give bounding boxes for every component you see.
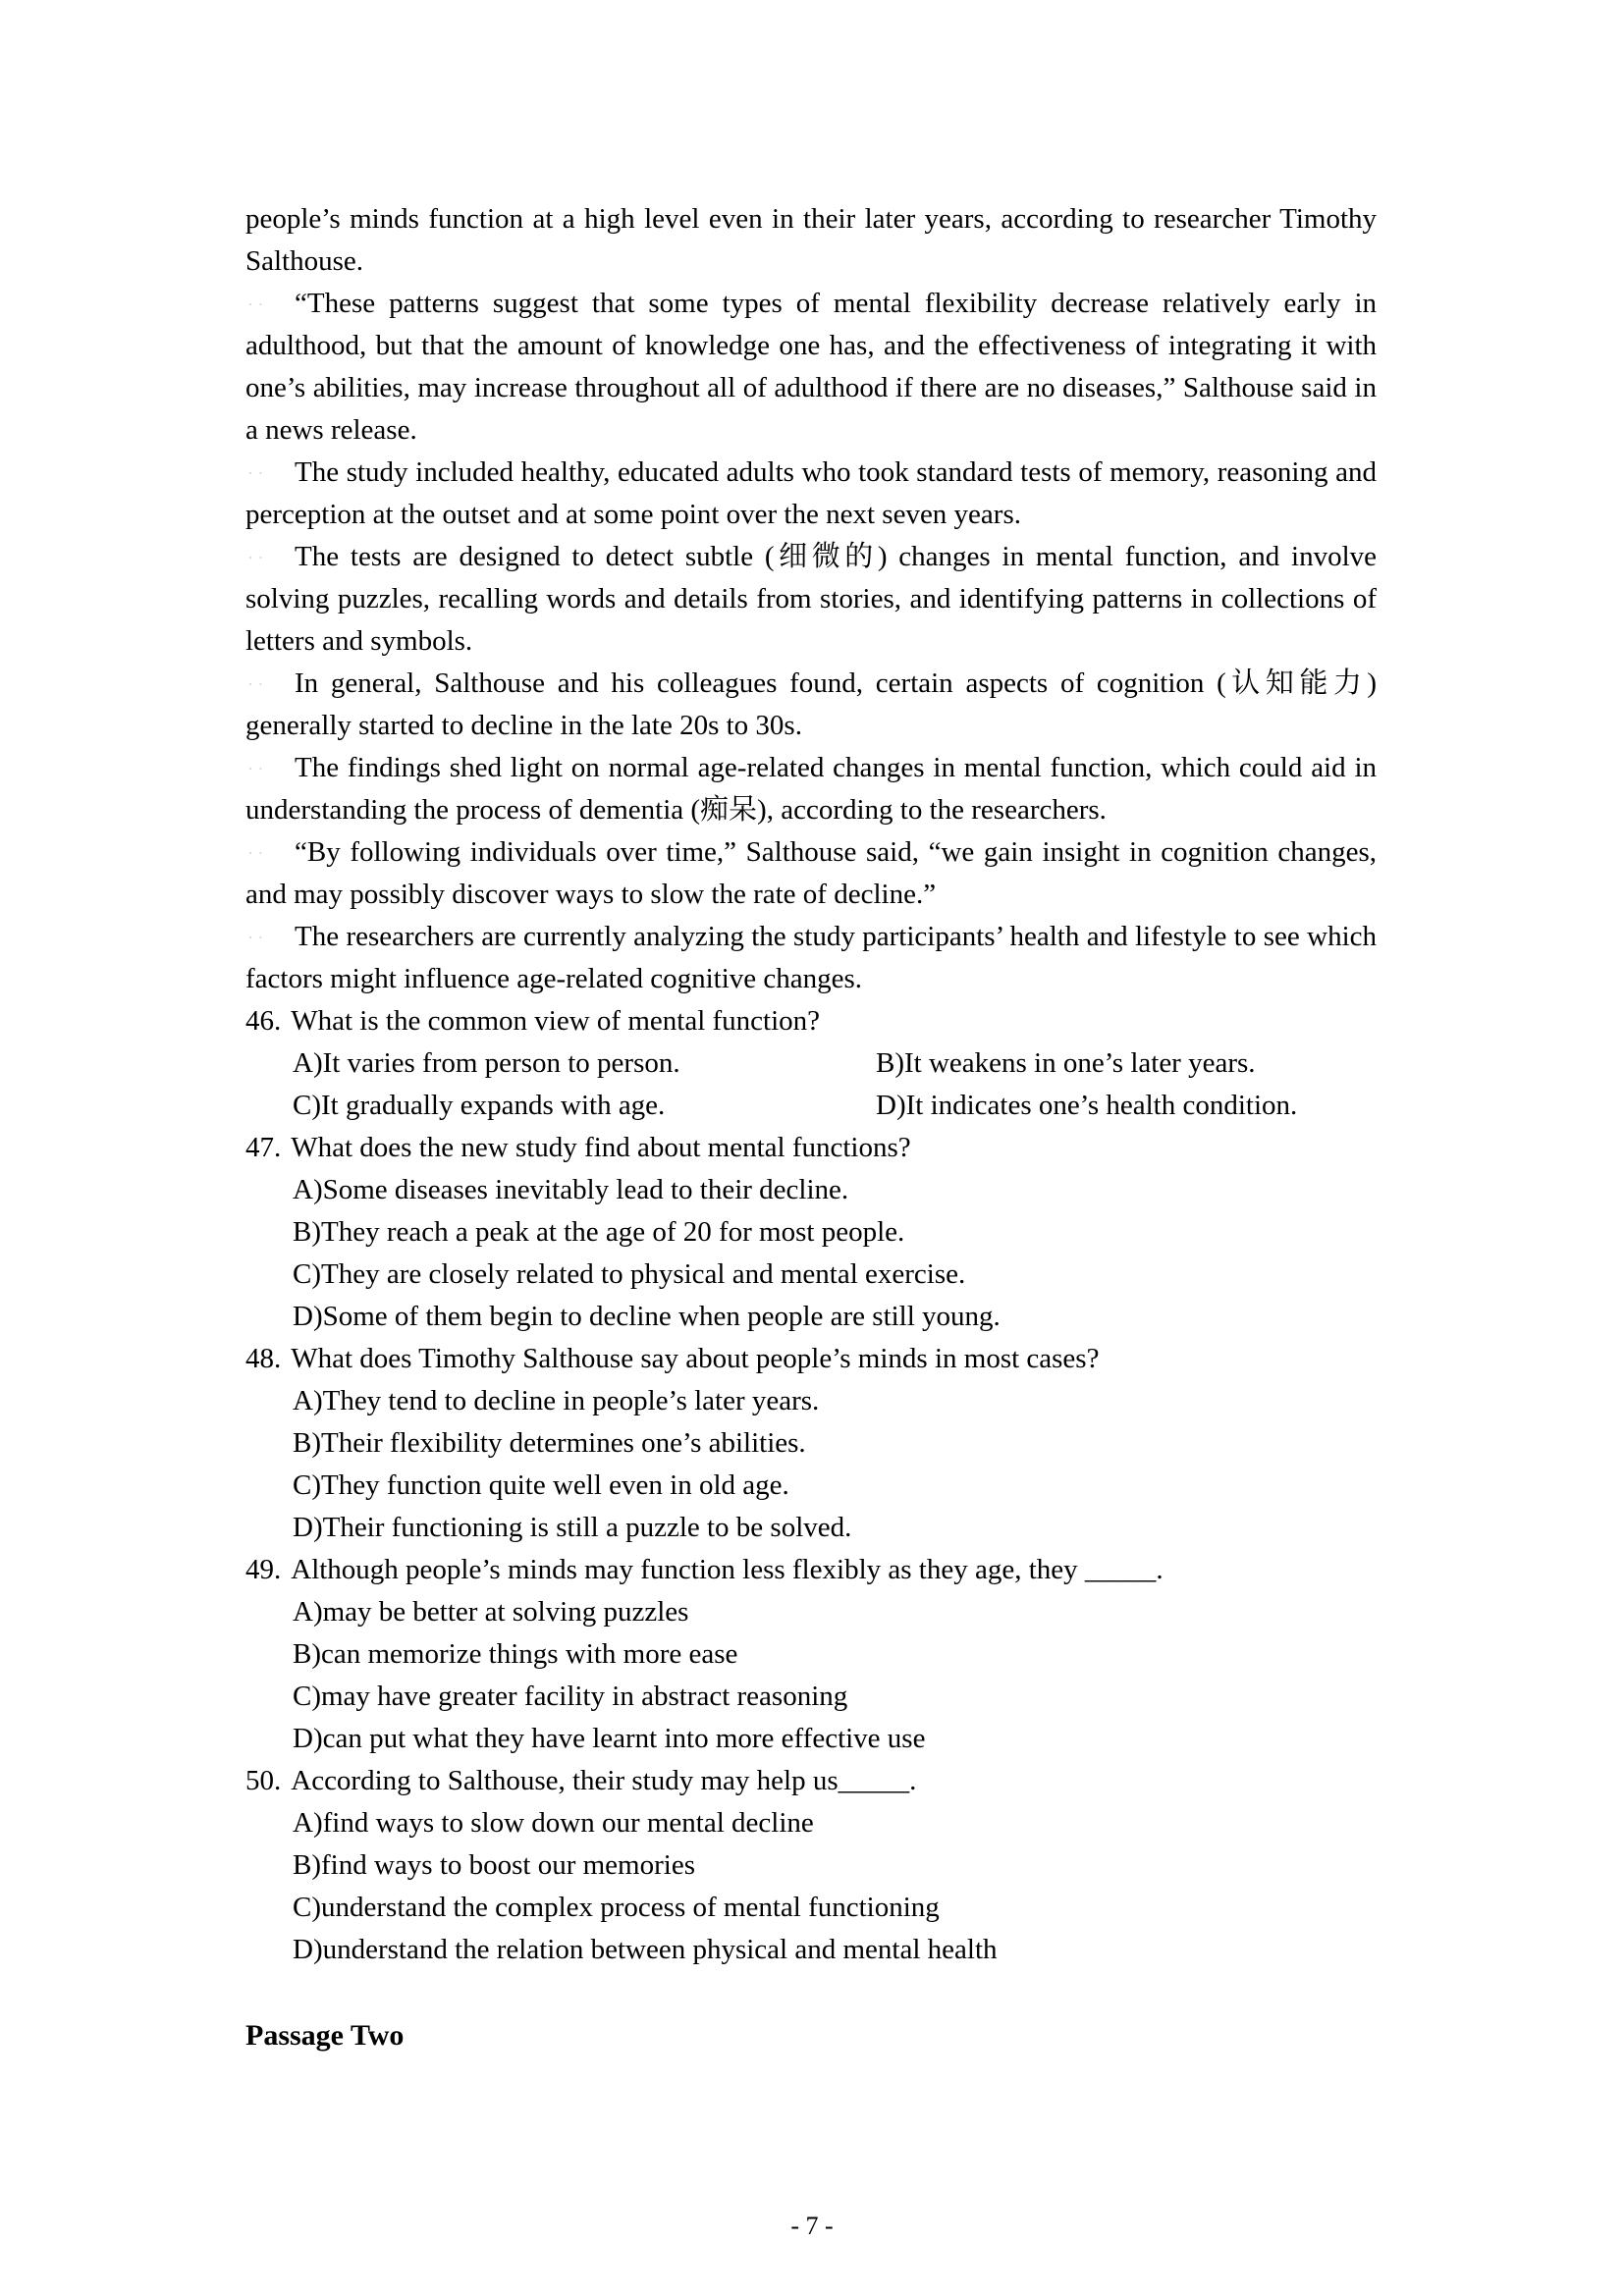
option-a: A)may be better at solving puzzles — [293, 1596, 689, 1628]
option-c: C)They are closely related to physical and mental exercise. — [293, 1258, 966, 1290]
question-number: 46. — [245, 1005, 282, 1037]
passage-paragraph: · · The study included healthy, educated adults who took standard tests of memory, reasoning and perception at the outset and at some point over the next seven years. — [245, 452, 1377, 536]
question-text: What does the new study find about mental functions? — [291, 1132, 911, 1163]
question-text: According to Salthouse, their study may help us_____. — [291, 1765, 917, 1796]
option-a: A)Some diseases inevitably lead to their decline. — [293, 1174, 849, 1205]
option-d: D)It indicates one’s health condition. — [876, 1090, 1298, 1121]
option-b: B)Their flexibility determines one’s abilities. — [293, 1427, 806, 1459]
option-c: C)They function quite well even in old age. — [293, 1469, 789, 1501]
question-46 — [245, 1000, 1377, 1127]
passage-two-heading: Passage Two — [245, 2019, 405, 2052]
question-47 — [245, 1127, 1377, 1338]
question-number: 50. — [245, 1765, 282, 1796]
question-stem — [245, 1338, 1377, 1380]
passage-paragraph: · · The tests are designed to detect subtle (细微的) changes in mental function, and involve solving puzzles, recalling words and details from stories, and identifying patterns in collections of letters and symbols. — [245, 536, 1377, 663]
exam-page-content — [245, 198, 1377, 2056]
options — [293, 1802, 1377, 1971]
option-a: A)It varies from person to person. — [293, 1047, 680, 1079]
question-stem — [245, 1760, 1377, 1802]
option-d: D)Some of them begin to decline when people are still young. — [293, 1301, 1001, 1332]
options — [293, 1042, 1377, 1127]
passage-paragraph: · · In general, Salthouse and his colleagues found, certain aspects of cognition (认知能力) generally started to decline in the late 20s to 30s. — [245, 663, 1377, 747]
option-c: C)may have greater facility in abstract reasoning — [293, 1681, 848, 1712]
passage-paragraph: people’s minds function at a high level even in their later years, according to researcher Timothy Salthouse. — [245, 203, 1377, 277]
option-c: C)understand the complex process of mental functioning — [293, 1892, 940, 1923]
option-b: B)find ways to boost our memories — [293, 1849, 695, 1881]
options — [293, 1591, 1377, 1760]
option-row — [293, 1085, 1377, 1127]
question-number: 47. — [245, 1132, 282, 1163]
question-48 — [245, 1338, 1377, 1549]
option-c: C)It gradually expands with age. — [293, 1090, 666, 1121]
page-number: - 7 - — [790, 2212, 834, 2240]
option-b: B)It weakens in one’s later years. — [876, 1047, 1256, 1079]
option-d: D)understand the relation between physical and mental health — [293, 1934, 998, 1965]
options — [293, 1169, 1377, 1338]
question-49 — [245, 1549, 1377, 1760]
passage-paragraph: · · “By following individuals over time,” Salthouse said, “we gain insight in cognition changes, and may possibly discover ways to slow the rate of decline.” — [245, 831, 1377, 916]
option-row — [293, 1042, 1377, 1085]
option-d: D)can put what they have learnt into more effective use — [293, 1723, 926, 1754]
option-a: A)They tend to decline in people’s later years. — [293, 1385, 820, 1416]
question-stem — [245, 1127, 1377, 1169]
passage-paragraph: · · The findings shed light on normal age-related changes in mental function, which could aid in understanding the process of dementia (痴呆), according to the researchers. — [245, 747, 1377, 831]
option-d: D)Their functioning is still a puzzle to be solved. — [293, 1512, 852, 1543]
question-stem — [245, 1549, 1377, 1591]
question-text: What is the common view of mental function? — [291, 1005, 821, 1037]
option-a: A)find ways to slow down our mental decline — [293, 1807, 814, 1839]
question-text: What does Timothy Salthouse say about people’s minds in most cases? — [291, 1343, 1100, 1374]
question-number: 48. — [245, 1343, 282, 1374]
question-number: 49. — [245, 1554, 282, 1585]
options — [293, 1380, 1377, 1549]
option-b: B)They reach a peak at the age of 20 for most people. — [293, 1216, 905, 1248]
option-b: B)can memorize things with more ease — [293, 1638, 738, 1670]
passage-paragraph: · · “These patterns suggest that some types of mental flexibility decrease relatively early in adulthood, but that the amount of knowledge one has, and the effectiveness of integrating it with one’s abilities, may increase throughout all of adulthood if there are no diseases,” Salthouse said in a news release. — [245, 283, 1377, 452]
question-text: Although people’s minds may function less flexibly as they age, they _____. — [291, 1554, 1164, 1585]
question-50 — [245, 1760, 1377, 1971]
passage-paragraph: · · The researchers are currently analyzing the study participants’ health and lifestyle to see which factors might influence age-related cognitive changes. — [245, 916, 1377, 1000]
question-stem — [245, 1000, 1377, 1042]
